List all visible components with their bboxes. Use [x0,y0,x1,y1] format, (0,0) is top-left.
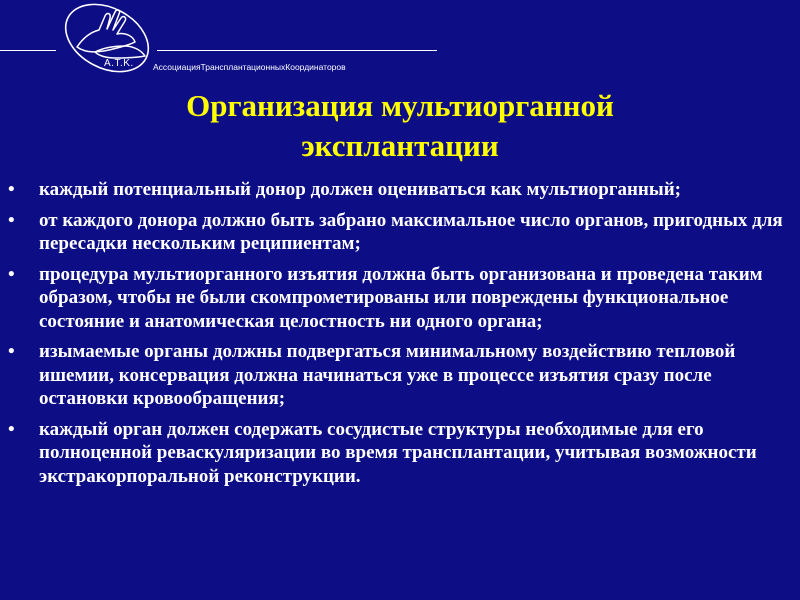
bullet-item [0,418,800,489]
bullet-item [0,340,800,411]
bullet-item [0,178,800,202]
logo-divider-left [0,50,56,51]
bullet-dot-icon: • [8,209,15,231]
bullet-dot-icon: • [8,263,15,285]
bullet-text: процедура мультиорганного изъятия должна быть организована и проведена таким образом, чтобы не были скомпрометированы или повреждены функциональное состояние и анатомическая целостность ни одного органа; [39,263,763,332]
bullet-list [0,178,800,495]
logo-abbreviation: A.T.K. [104,58,134,69]
bullet-item [0,263,800,334]
logo-header [0,0,800,85]
bullet-text: изымаемые органы должны подвергаться минимальному воздействию тепловой ишемии, консервация должна начинаться уже в процессе изъятия сразу после остановки кровообращения; [39,341,736,409]
bullet-dot-icon: • [8,341,15,362]
bullet-dot-icon: • [8,418,15,440]
bullet-text: от каждого донора должно быть забрано максимальное число органов, пригодных для пересадки нескольким реципиентам; [39,209,783,254]
association-name: АссоциацияТрансплантационныхКоординаторов [153,62,346,72]
logo-divider-right [157,50,437,51]
bullet-text: каждый потенциальный донор должен оцениваться как мультиорганный; [39,179,681,200]
bullet-item [0,209,800,256]
bullet-text: каждый орган должен содержать сосудистые структуры необходимые для его полноценной реваскуляризации во время трансплантации, учитывая возможности экстракорпоральной реконструкции. [39,418,757,487]
slide-title-line-1: Организация мультиорганной [186,88,614,123]
slide-title [100,86,700,166]
bullet-dot-icon: • [8,179,15,200]
slide-title-line-2: эксплантации [301,128,499,163]
